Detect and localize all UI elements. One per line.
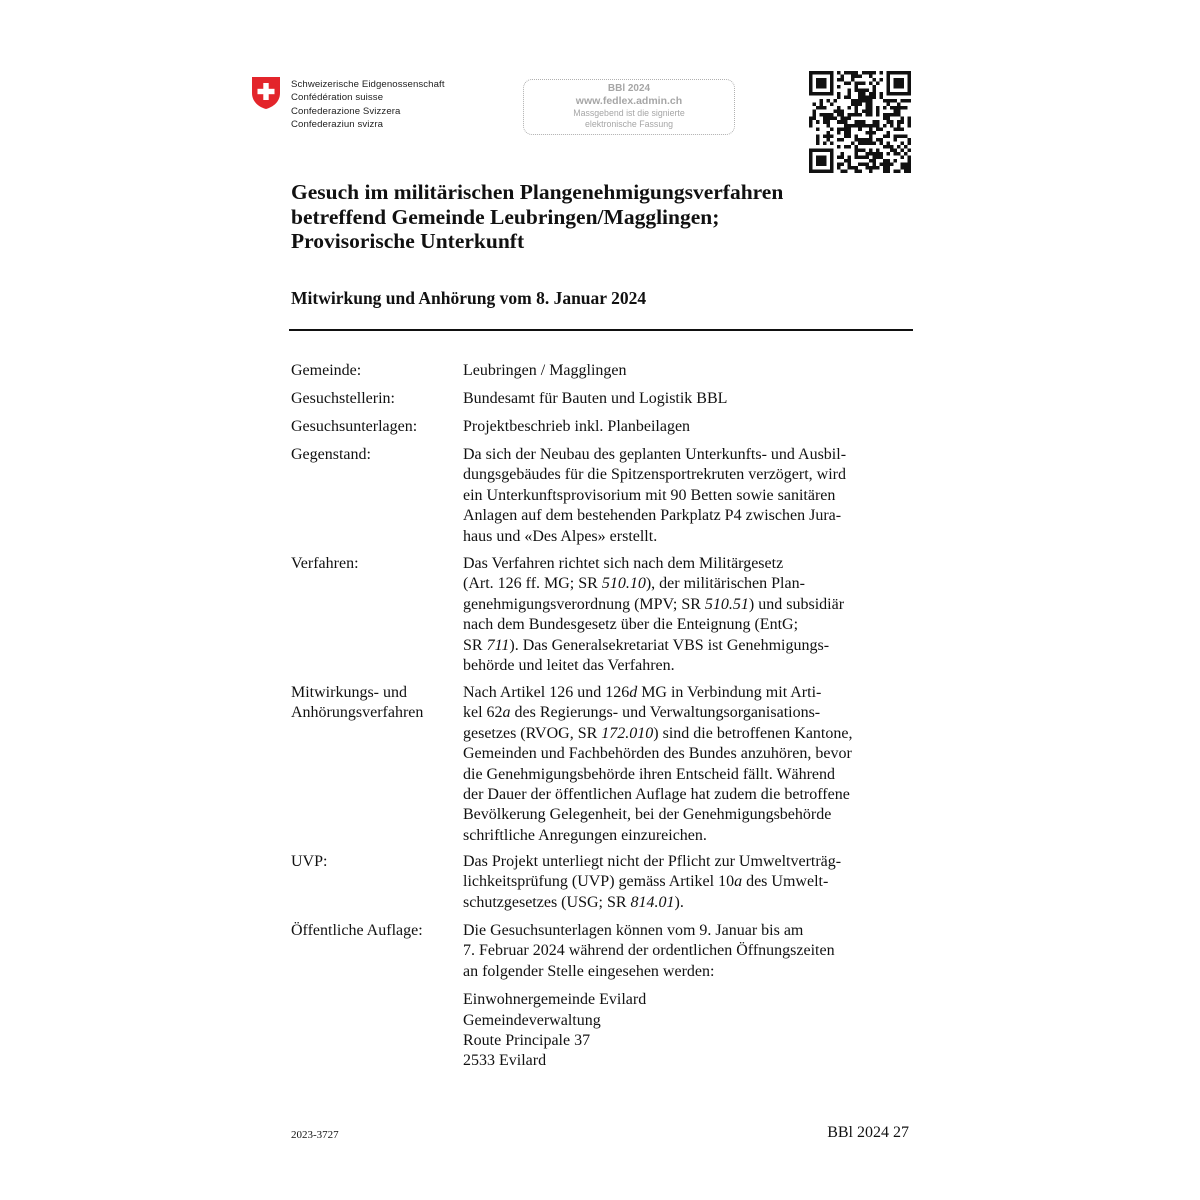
text-segment: des Umwelt-: [742, 873, 829, 891]
sr-reference: 814.01: [630, 893, 675, 911]
text-line: an folgender Stelle eingesehen werden:: [463, 962, 715, 980]
field-value: [463, 852, 913, 913]
field-value: [463, 921, 913, 1072]
text-segment: genehmigungsverordnung (MPV; SR: [463, 595, 705, 613]
text-line: schriftliche Anregungen einzureichen.: [463, 826, 707, 844]
title-line: Provisorische Unterkunft: [291, 229, 525, 254]
stamp-bbl: BBl 2024: [607, 83, 651, 94]
text-line: [463, 893, 913, 913]
field-label: Gemeinde:: [291, 362, 362, 379]
text-segment: ). Das Generalsekretariat VBS ist Genehmigungs-: [509, 636, 830, 654]
text-segment: ) und subsidiär: [748, 595, 845, 613]
title-divider: [289, 329, 913, 331]
field-label: Gesuchstellerin:: [291, 390, 395, 407]
text-line: die Genehmigungsbehörde ihren Entscheid fällt. Während: [463, 765, 836, 783]
text-segment: Nach Artikel 126 und 126: [463, 684, 630, 701]
confed-fr: Confédération suisse: [291, 92, 384, 104]
document-subtitle: Mitwirkung und Anhörung vom 8. Januar 2024: [291, 288, 647, 308]
field-label: [291, 683, 461, 724]
text-segment: gesetzes (RVOG, SR: [463, 724, 602, 742]
text-segment: ) sind die betroffenen Kantone,: [653, 724, 853, 742]
text-line: [463, 872, 913, 892]
confed-it: Confederazione Svizzera: [291, 105, 401, 117]
confederation-names: [291, 78, 445, 131]
field-label: Gesuchsunterlagen:: [291, 418, 418, 435]
sr-reference: 172.010: [601, 724, 654, 742]
text-segment: des Regierungs- und Verwaltungsorganisations-: [510, 704, 821, 722]
title-line: Gesuch im militärischen Plangenehmigungsverfahren: [291, 180, 784, 204]
text-line: Die Gesuchsunterlagen können vom 9. Januar bis am: [463, 922, 804, 939]
text-line: [463, 683, 913, 703]
qr-modules: [809, 71, 911, 173]
text-segment: kel 62: [463, 704, 503, 722]
text-segment: lichkeitsprüfung (UVP) gemäss Artikel 10: [463, 873, 735, 891]
text-line: [463, 703, 913, 723]
swiss-crest-icon: [251, 76, 281, 110]
field-value: [463, 683, 913, 846]
field-value: [463, 554, 913, 676]
address-line: Einwohnergemeinde Evilard: [463, 991, 647, 1009]
qr-code-icon: [809, 71, 911, 173]
text-line: dungsgebäudes für die Spitzensportrekruten verzögert, wird: [463, 466, 846, 484]
signature-stamp: [523, 79, 735, 135]
label-line: Anhörungsverfahren: [291, 704, 424, 722]
confed-de: Schweizerische Eidgenossenschaft: [291, 79, 445, 90]
text-line: 7. Februar 2024 während der ordentlichen Öffnungszeiten: [463, 942, 835, 960]
text-line: [463, 595, 913, 615]
confed-rm: Confederaziun svizra: [291, 118, 384, 130]
address-line: Gemeindeverwaltung: [463, 1011, 601, 1029]
field-label: Öffentliche Auflage:: [291, 922, 423, 939]
field-value: [463, 445, 913, 547]
text-segment: (Art. 126 ff. MG; SR: [463, 575, 602, 593]
text-line: Bevölkerung Gelegenheit, bei der Genehmigungsbehörde: [463, 806, 832, 824]
italic-letter: d: [629, 684, 638, 701]
field-label: Verfahren:: [291, 555, 359, 572]
address-line: 2533 Evilard: [463, 1052, 547, 1070]
text-line: Das Projekt unterliegt nicht der Pflicht zur Umweltverträg-: [463, 853, 842, 870]
field-label: UVP:: [291, 853, 328, 870]
text-line: ein Unterkunftsprovisorium mit 90 Betten sowie sanitären: [463, 486, 836, 504]
text-line: [463, 574, 913, 594]
text-segment: schutzgesetzes (USG; SR: [463, 893, 631, 911]
text-line: [463, 636, 913, 656]
text-line: Anlagen auf dem bestehenden Parkplatz P4 zwischen Jura-: [463, 507, 842, 525]
stamp-note-1: Massgebend ist die signierte: [573, 108, 685, 118]
text-line: haus und «Des Alpes» erstellt.: [463, 527, 658, 545]
text-line: nach dem Bundesgesetz über die Enteignung (EntG;: [463, 616, 799, 634]
text-line: [463, 724, 913, 744]
document-title: [291, 180, 931, 254]
label-line: Mitwirkungs- und: [291, 684, 407, 701]
text-segment: ), der militärischen Plan-: [645, 575, 805, 593]
text-segment: SR: [463, 636, 487, 654]
text-line: behörde und leitet das Verfahren.: [463, 657, 675, 675]
field-value: Bundesamt für Bauten und Logistik BBL: [463, 390, 728, 407]
italic-letter: a: [502, 704, 511, 722]
text-line: Da sich der Neubau des geplanten Unterkunfts- und Ausbil-: [463, 446, 847, 463]
text-line: Das Verfahren richtet sich nach dem Militärgesetz: [463, 555, 784, 572]
address-line: Route Principale 37: [463, 1032, 591, 1050]
document-number: 2023-3727: [291, 1129, 339, 1141]
field-value: Leubringen / Magglingen: [463, 362, 627, 379]
stamp-note-2: elektronische Fassung: [584, 118, 674, 129]
text-segment: MG in Verbindung mit Arti-: [637, 684, 822, 701]
page-reference: BBl 2024 27: [827, 1124, 909, 1141]
field-label: Gegenstand:: [291, 446, 371, 463]
sr-reference: 510.51: [704, 595, 749, 613]
italic-letter: a: [734, 873, 743, 891]
text-line: Gemeinden und Fachbehörden des Bundes anzuhören, bevor: [463, 745, 852, 763]
title-line: betreffend Gemeinde Leubringen/Magglingen;: [291, 204, 720, 229]
field-value: Projektbeschrieb inkl. Planbeilagen: [463, 418, 691, 435]
sr-reference: 711: [486, 636, 510, 654]
text-segment: ).: [674, 893, 684, 911]
sr-reference: 510.10: [601, 575, 646, 593]
stamp-url[interactable]: www.fedlex.admin.ch: [575, 95, 683, 107]
text-line: der Dauer der öffentlichen Auflage hat zudem die betroffene: [463, 786, 850, 804]
